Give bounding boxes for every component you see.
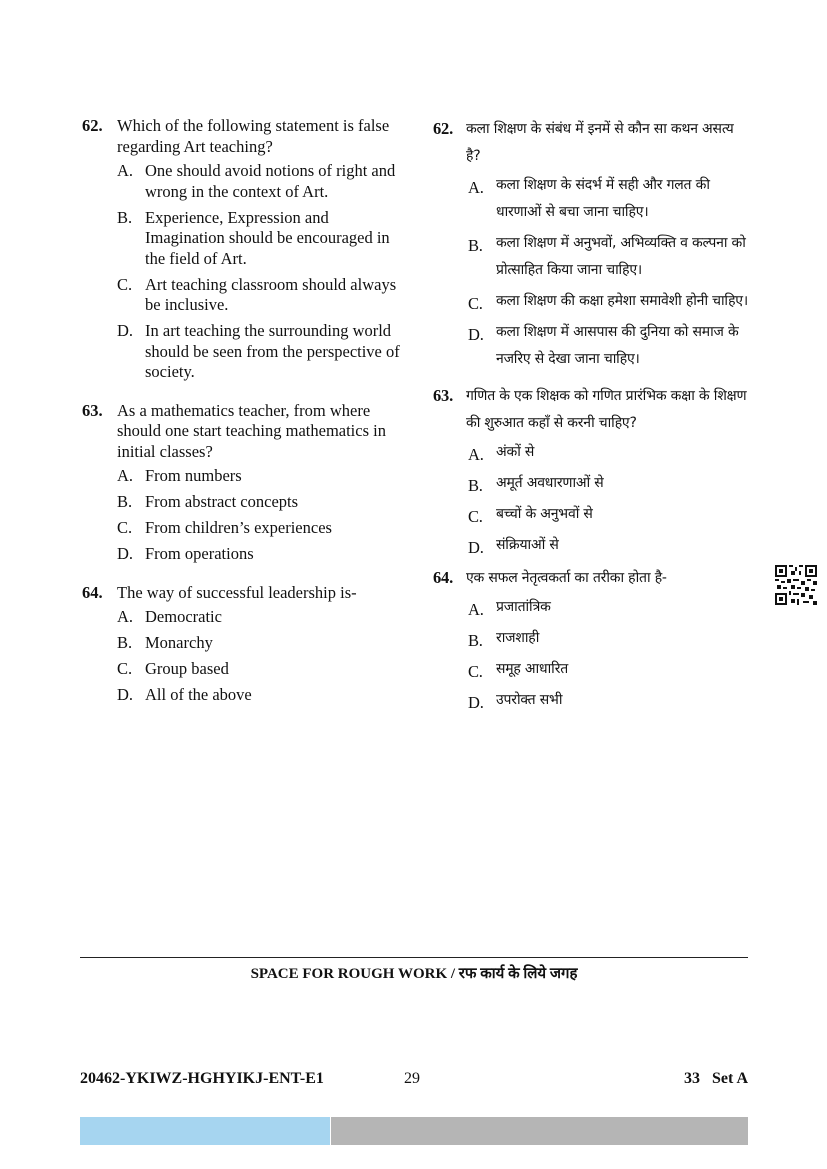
option-text: राजशाही: [496, 630, 540, 646]
option-d: D. In art teaching the surrounding world should be seen from the perspective of society.: [117, 321, 400, 381]
divider-line: [80, 957, 748, 958]
option-text: Art teaching classroom should always be inclusive.: [145, 274, 397, 314]
option-b: B. राजशाही: [468, 630, 540, 650]
option-b: B. अमूर्त अवधारणाओं से: [468, 475, 604, 495]
option-d: D. कला शिक्षण में आसपास की दुनिया को समाज के नजरिए से देखा जाना चाहिए।: [468, 324, 739, 367]
option-text: संक्रियाओं से: [496, 537, 559, 553]
question-text: कला शिक्षण के संबंध में इनमें से कौन सा कथन असत्य है?: [466, 121, 734, 164]
option-c: C. Art teaching classroom should always be inclusive.: [117, 274, 397, 314]
option-b: B. Experience, Expression and Imagination should be encouraged in the field of Art.: [117, 207, 390, 268]
option-text: कला शिक्षण में अनुभवों, अभिव्यक्ति व कल्पना को प्रोत्साहित किया जाना चाहिए।: [496, 235, 746, 278]
question-text: The way of successful leadership is-: [117, 582, 357, 602]
question-number: 62.: [433, 119, 454, 138]
option-b: B. From abstract concepts: [117, 492, 299, 511]
option-text: कला शिक्षण के संदर्भ में सही और गलत की धारणाओं से बचा जाना चाहिए।: [496, 177, 710, 220]
question-63-hi: [433, 383, 751, 559]
options-list: [468, 594, 751, 714]
question-number: 63.: [433, 386, 454, 405]
option-c: C. कला शिक्षण की कक्षा हमेशा समावेशी होनी चाहिए।: [468, 293, 748, 313]
options-list: [117, 607, 402, 706]
option-text: In art teaching the surrounding world should be seen from the perspective of society.: [145, 321, 400, 381]
options-list: [468, 439, 751, 559]
options-list: [117, 161, 402, 383]
question-63-en: [82, 401, 402, 565]
option-c: C. Group based: [117, 659, 229, 678]
option-text: Experience, Expression and Imagination should be encouraged in the field of Art.: [145, 207, 390, 268]
qr-code-icon: [775, 565, 817, 605]
option-a: A. From numbers: [117, 466, 242, 485]
option-text: Democratic: [145, 607, 222, 626]
option-text: अंकों से: [496, 444, 535, 460]
option-a: A. Democratic: [117, 607, 222, 626]
question-64-en: [82, 583, 402, 706]
footer-bar-blue: [80, 1117, 330, 1145]
option-text: Group based: [145, 659, 229, 678]
option-text: कला शिक्षण की कक्षा हमेशा समावेशी होनी चाहिए।: [496, 293, 748, 309]
question-number: 62.: [82, 116, 103, 135]
option-b: B. Monarchy: [117, 633, 213, 652]
question-text: As a mathematics teacher, from where should one start teaching mathematics in initial classes?: [117, 400, 386, 461]
option-b: B. कला शिक्षण में अनुभवों, अभिव्यक्ति व कल्पना को प्रोत्साहित किया जाना चाहिए।: [468, 235, 746, 278]
english-column: [82, 116, 402, 711]
question-62-en: [82, 116, 402, 383]
set-label: 33 Set A: [684, 1070, 748, 1087]
option-a: A. कला शिक्षण के संदर्भ में सही और गलत की धारणाओं से बचा जाना चाहिए।: [468, 177, 710, 220]
question-64-hi: [433, 565, 751, 714]
question-text: एक सफल नेतृत्वकर्ता का तरीका होता है-: [466, 570, 667, 586]
options-list: [117, 466, 402, 565]
option-text: बच्चों के अनुभवों से: [496, 506, 593, 522]
option-text: One should avoid notions of right and wrong in the context of Art.: [145, 161, 396, 201]
option-text: Monarchy: [145, 633, 213, 652]
option-text: कला शिक्षण में आसपास की दुनिया को समाज के नजरिए से देखा जाना चाहिए।: [496, 324, 739, 367]
question-number: 64.: [433, 568, 454, 587]
option-c: C. समूह आधारित: [468, 661, 568, 681]
option-a: A. प्रजातांत्रिक: [468, 599, 551, 619]
hindi-column: [433, 116, 751, 718]
option-d: D. From operations: [117, 544, 254, 563]
question-62-hi: [433, 116, 751, 373]
option-text: From abstract concepts: [145, 492, 299, 511]
option-d: D. All of the above: [117, 685, 252, 704]
option-c: C. बच्चों के अनुभवों से: [468, 506, 593, 526]
option-d: D. उपरोक्त सभी: [468, 692, 563, 712]
options-list: [468, 172, 751, 373]
option-text: अमूर्त अवधारणाओं से: [496, 475, 604, 491]
option-text: प्रजातांत्रिक: [496, 599, 551, 615]
footer-bar-gray: [331, 1117, 748, 1145]
option-text: From numbers: [145, 466, 242, 485]
rough-work-label: SPACE FOR ROUGH WORK / रफ कार्य के लिये जगह: [250, 966, 578, 982]
option-a: A. अंकों से: [468, 444, 535, 464]
question-number: 64.: [82, 582, 103, 602]
option-text: All of the above: [145, 685, 252, 704]
option-text: From children’s experiences: [145, 518, 332, 537]
paper-code: 20462-YKIWZ-HGHYIKJ-ENT-E1: [80, 1070, 324, 1087]
question-number: 63.: [82, 400, 103, 420]
option-d: D. संक्रियाओं से: [468, 537, 559, 557]
page-number: 29: [404, 1070, 420, 1087]
option-a: A. One should avoid notions of right and wrong in the context of Art.: [117, 161, 396, 201]
option-text: उपरोक्त सभी: [496, 692, 563, 708]
option-c: C. From children’s experiences: [117, 518, 332, 537]
question-text: Which of the following statement is false regarding Art teaching?: [117, 116, 390, 156]
option-text: From operations: [145, 544, 254, 563]
question-text: गणित के एक शिक्षक को गणित प्रारंभिक कक्षा के शिक्षण की शुरुआत कहाँ से करनी चाहिए?: [466, 388, 747, 431]
option-text: समूह आधारित: [496, 661, 568, 677]
